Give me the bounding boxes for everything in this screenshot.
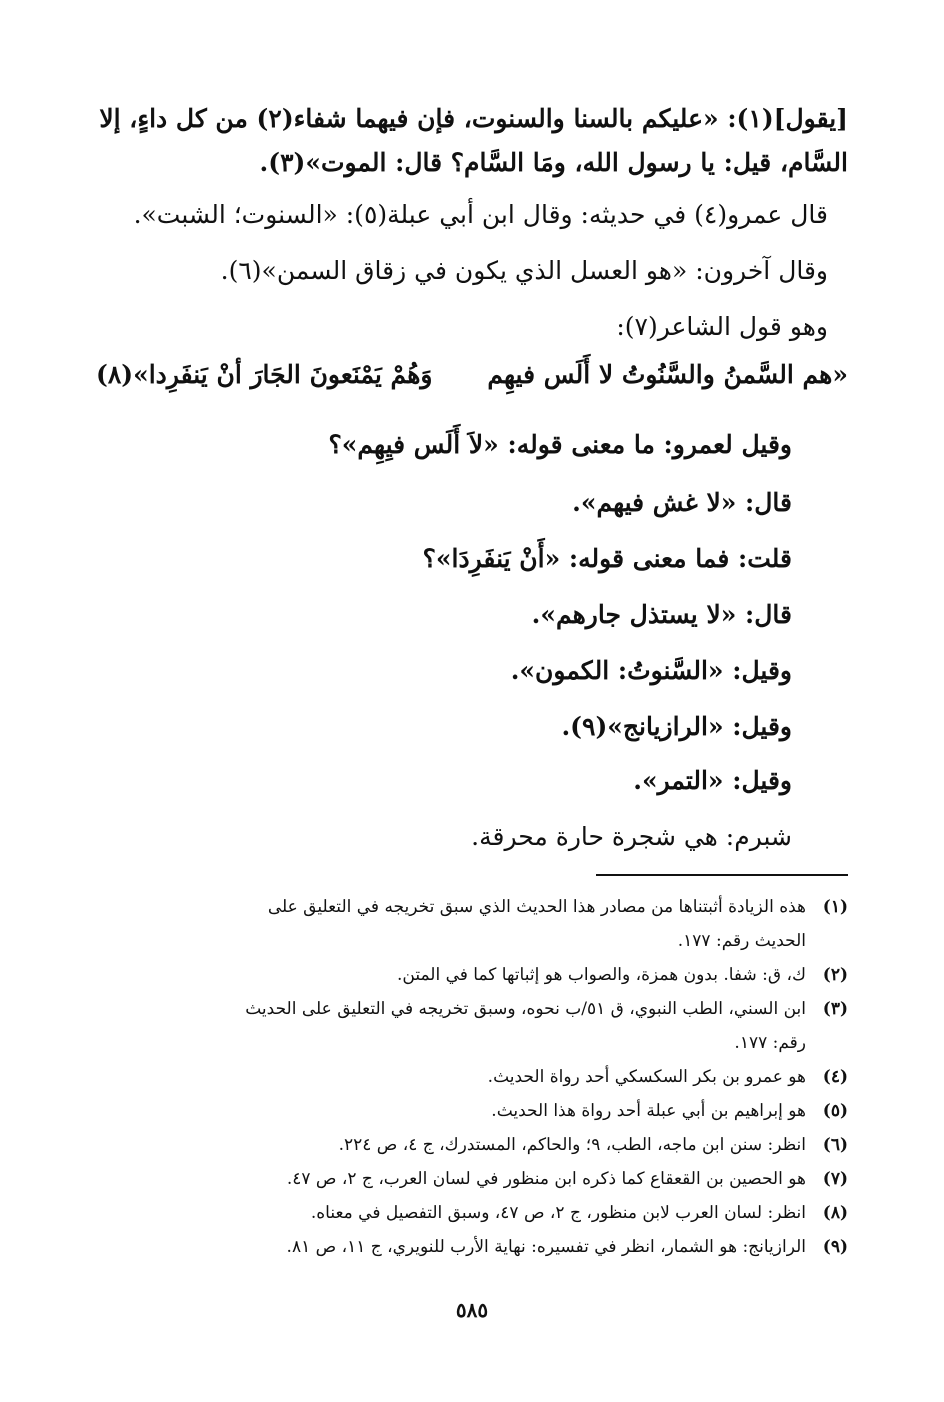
footnote-text: الرازيانج: هو الشمار، انظر في تفسيره: نهاية الأرب للنويري، ج ١١، ص ٨١. (286, 1237, 806, 1257)
text-line: قلت: فما معنى قوله: «أَنْ يَنفَرِدَا»؟ (422, 544, 792, 573)
text-line: وهو قول الشاعر(٧): (616, 312, 828, 341)
footnote-number: (٦) (822, 1135, 848, 1155)
text-line: وقال آخرون: «هو العسل الذي يكون في زقاق السمن»(٦). (220, 256, 828, 285)
footnote-text: هذه الزيادة أثبتناها من مصادر هذا الحديث الذي سبق تخريجه في التعليق على (267, 897, 806, 917)
footnote-number: (٤) (822, 1067, 848, 1087)
footnote-number: (٣) (822, 999, 848, 1019)
text-line: شبرم: هي شجرة حارة محرقة. (471, 822, 792, 851)
footnote-number: (٩) (822, 1237, 848, 1257)
verse-first-hemistich: «هم السَّمنُ والسَّنُوتُ لا أَلَس فيهِم (487, 360, 848, 389)
footnote-number: (٧) (822, 1169, 848, 1189)
text-line: وقيل: «التمر». (633, 766, 792, 795)
text-line: قال عمرو(٤) في حديثه: وقال ابن أبي عبلة(٥): «السنوت؛ الشبت». (133, 200, 828, 229)
footnote-text: رقم: ١٧٧. (734, 1033, 806, 1053)
text-line: وقيل: «الرازيانج»(٩). (561, 712, 792, 741)
footnote-text: انظر: لسان العرب لابن منظور، ج ٢، ص ٤٧، وسبق التفصيل في معناه. (310, 1203, 806, 1223)
footnote-text: الحديث رقم: ١٧٧. (677, 931, 806, 951)
text-line: قال: «لا غش فيهم». (572, 488, 792, 517)
verse-second-hemistich: وَهُمْ يَمْنَعونَ الجَارَ أنْ يَنفَرِدا»(٨) (96, 360, 433, 389)
footnote-text: ابن السني، الطب النبوي، ق ٥١/ب نحوه، وسبق تخريجه في التعليق على الحديث (245, 999, 806, 1019)
footnote-number: (٥) (822, 1101, 848, 1121)
text-line: وقيل لعمرو: ما معنى قوله: «لاَ أَلَس فيِهِم»؟ (328, 430, 792, 459)
footnote-text: ك، ق: شفا. بدون همزة، والصواب هو إثباتها كما في المتن. (396, 965, 806, 985)
footnote-number: (٢) (822, 965, 848, 985)
page-number: ٥٨٥ (455, 1298, 489, 1322)
footnote-text: هو عمرو بن بكر السكسكي أحد رواة الحديث. (487, 1067, 806, 1087)
text-line: السَّام، قيل: يا رسول الله، ومَا السَّام؟ قال: الموت»(٣). (259, 148, 848, 177)
footnote-divider (596, 874, 848, 876)
footnote-text: هو الحصين بن القعقاع كما ذكره ابن منظور في لسان العرب، ج ٢، ص ٤٧. (286, 1169, 806, 1189)
text-line: قال: «لا يستذل جارهم». (531, 600, 792, 629)
footnote-number: (١) (822, 897, 848, 917)
text-line: وقيل: «السَّنوتُ: الكمون». (510, 656, 792, 685)
footnote-text: هو إبراهيم بن أبي عبلة أحد رواة هذا الحديث. (491, 1101, 806, 1121)
footnote-text: انظر: سنن ابن ماجه، الطب، ٩؛ والحاكم، المستدرك، ج ٤، ص ٢٢٤. (338, 1135, 806, 1155)
text-line: [يقول](١): «عليكم بالسنا والسنوت، فإن فيهما شفاء(٢) من كل داءٍ، إلا (99, 104, 848, 133)
footnote-number: (٨) (822, 1203, 848, 1223)
